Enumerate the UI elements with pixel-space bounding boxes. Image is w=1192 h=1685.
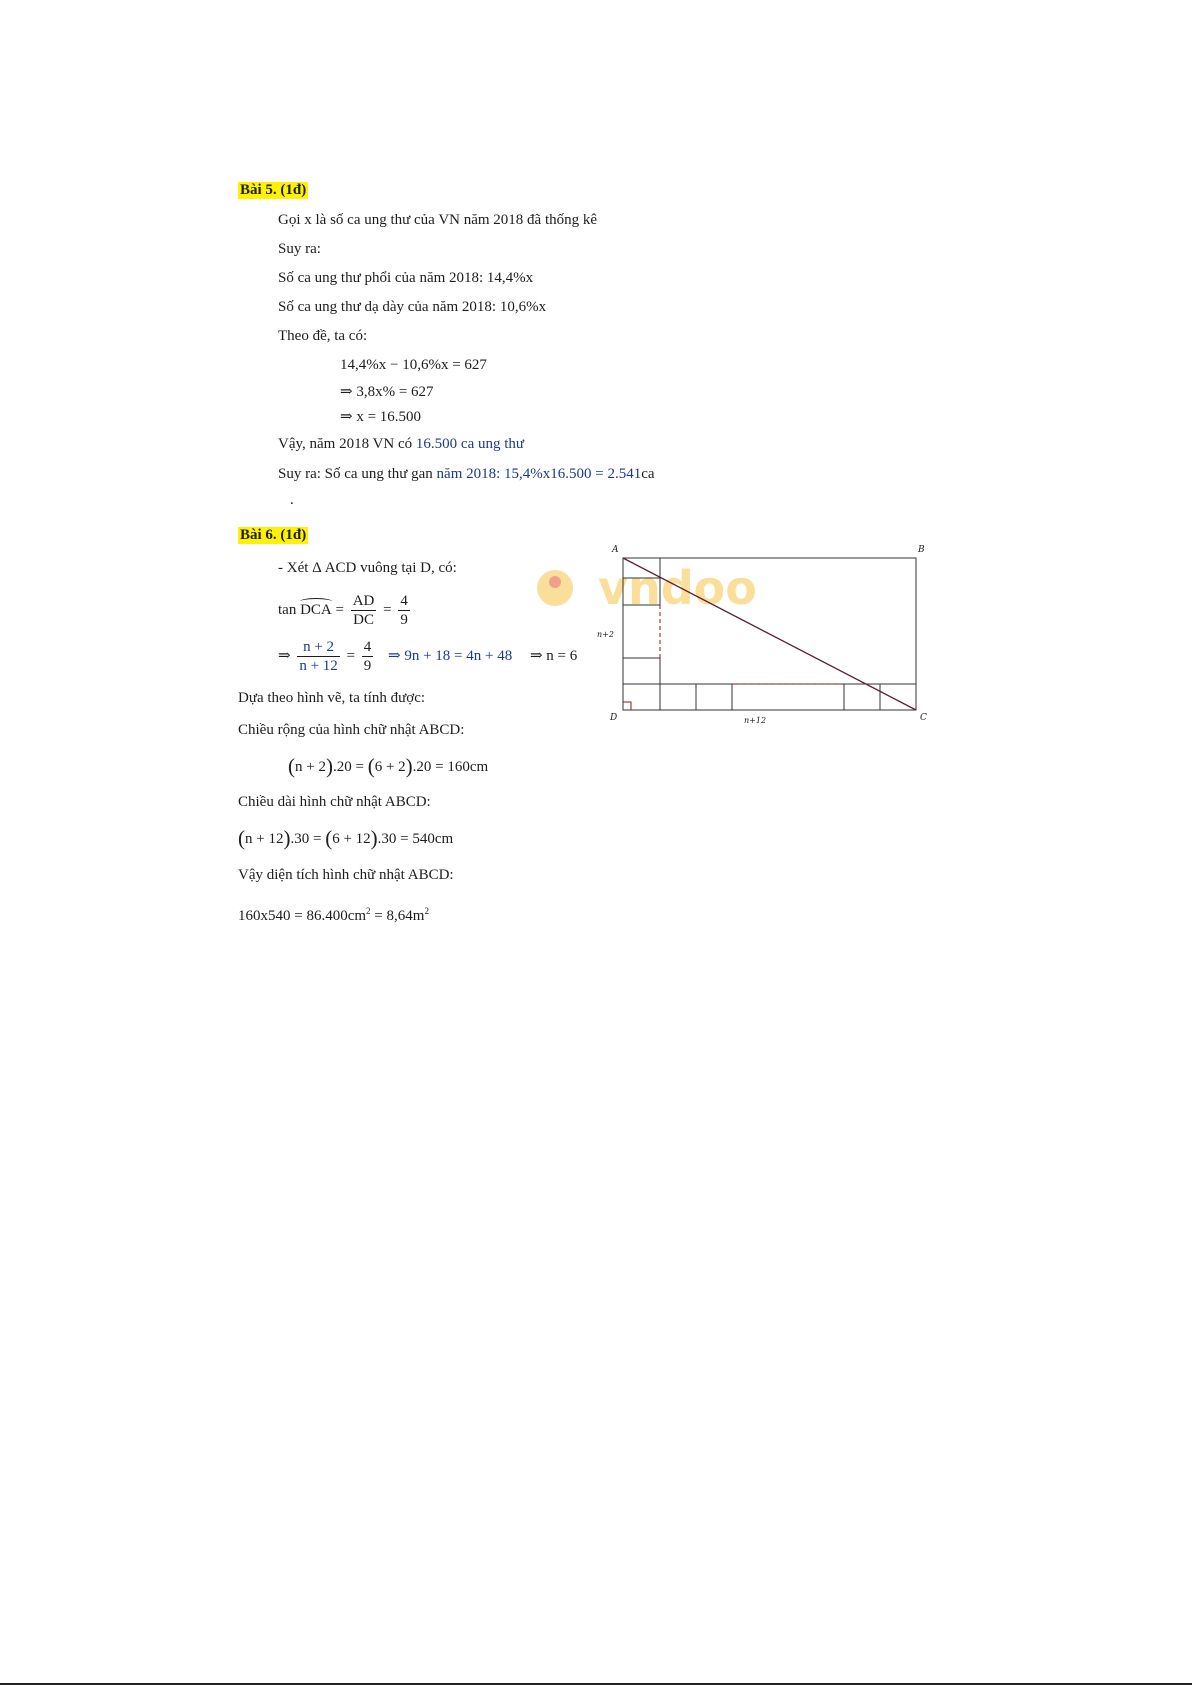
label-length: n+12 bbox=[744, 716, 767, 725]
rectangle-figure bbox=[597, 540, 930, 730]
bai6-eq-dai: (n + 12).30 = (6 + 12).30 = 540cm bbox=[238, 826, 454, 850]
bai5-title: Bài 5. (1đ) bbox=[240, 182, 307, 198]
bai5-line7-unit: ca bbox=[641, 466, 655, 482]
bai5-line6-pre: Vậy, năm 2018 VN có bbox=[278, 436, 413, 452]
bai6-frac4-num: 4 bbox=[363, 639, 372, 655]
bai6-eq-c: = bbox=[346, 647, 356, 664]
bai6-frac3 bbox=[297, 638, 339, 675]
bai6-eq-rong-c: 6 + 2 bbox=[374, 759, 406, 775]
bai6-xet: - Xét Δ ACD vuông tại D, có: bbox=[278, 560, 457, 576]
bai6-step3: ⇒ n = 6 bbox=[529, 647, 578, 664]
bai6-eq-dai-d: .30 = 540cm bbox=[377, 831, 454, 847]
bai6-eq-dt-sup1: 2 bbox=[366, 906, 371, 916]
bai5-line4: Số ca ung thư dạ dày của năm 2018: 10,6%x bbox=[278, 299, 547, 315]
bai6-step2: ⇒ 9n + 18 = 4n + 48 bbox=[388, 647, 513, 664]
bai5-line1: Gọi x là số ca ung thư của VN năm 2018 đã thống kê bbox=[278, 212, 598, 228]
bai6-tan-angle: DCA bbox=[300, 601, 332, 618]
bai5-line6 bbox=[278, 436, 524, 453]
bai6-eq-dai-b: .30 = bbox=[290, 831, 322, 847]
bai6-frac4 bbox=[362, 638, 374, 675]
bai5-line7-mid: năm 2018: bbox=[436, 466, 501, 482]
watermark-text: vndoo bbox=[598, 561, 757, 615]
bai6-eq-rong-b: .20 = bbox=[332, 759, 364, 775]
bai5-line7-pre: Suy ra: Số ca ung thư gan bbox=[278, 466, 433, 482]
bai6-tan-pre: tan bbox=[278, 601, 297, 618]
bai6-line-rong: Chiều rộng của hình chữ nhật ABCD: bbox=[238, 722, 465, 738]
bai6-eq-dt-a: 160x540 = 86.400cm bbox=[238, 908, 367, 924]
bai6-line-dai: Chiều dài hình chữ nhật ABCD: bbox=[238, 794, 431, 810]
bai6-imp: ⇒ bbox=[278, 647, 291, 664]
bai5-line6-val: 16.500 ca ung thư bbox=[415, 436, 525, 452]
bai6-frac1 bbox=[351, 592, 377, 629]
bai6-eq-rong-a: n + 2 bbox=[295, 759, 326, 775]
bai6-frac3-den: n + 12 bbox=[299, 658, 338, 674]
right-angle-mark bbox=[623, 702, 631, 710]
bai6-eq-dt-sup2: 2 bbox=[424, 906, 429, 916]
bai6-frac4-den: 9 bbox=[363, 658, 372, 674]
bai5-eq3: ⇒ x = 16.500 bbox=[340, 409, 422, 425]
bai6-eq-a: = bbox=[335, 601, 344, 618]
bai6-eq-rong-d: .20 = 160cm bbox=[412, 759, 489, 775]
bai6-frac3-num: n + 2 bbox=[297, 638, 339, 657]
label-d: D bbox=[610, 713, 618, 723]
label-width: n+2 bbox=[597, 630, 614, 639]
label-a: A bbox=[612, 545, 619, 555]
label-b: B bbox=[918, 545, 925, 555]
bai6-tan-line bbox=[278, 592, 413, 629]
bai6-line-dt: Vậy diện tích hình chữ nhật ABCD: bbox=[238, 867, 454, 883]
bai6-eq-rong: (n + 2).20 = (6 + 2).20 = 160cm bbox=[288, 754, 489, 778]
bai6-eq-dt bbox=[238, 906, 429, 925]
label-c: C bbox=[920, 713, 927, 723]
bai6-title: Bài 6. (1đ) bbox=[240, 527, 307, 543]
bai6-step-line bbox=[278, 638, 577, 675]
bai5-eq2: ⇒ 3,8x% = 627 bbox=[340, 384, 434, 400]
diagonal-ac bbox=[623, 558, 916, 710]
bai6-frac1-den: DC bbox=[353, 612, 374, 628]
watermark-logo bbox=[537, 561, 757, 615]
bai6-frac1-num: AD bbox=[352, 593, 375, 609]
bai6-eq-dai-a: n + 12 bbox=[245, 831, 284, 847]
bai5-eq1: 14,4%x − 10,6%x = 627 bbox=[340, 357, 487, 373]
bai6-eq-dt-b: = 8,64m bbox=[370, 908, 425, 924]
bai6-line-dua: Dựa theo hình vẽ, ta tính được: bbox=[238, 690, 426, 706]
bai5-line7 bbox=[278, 466, 655, 483]
bai5-line3: Số ca ung thư phổi của năm 2018: 14,4%x bbox=[278, 270, 534, 286]
bai6-frac2-num: 4 bbox=[400, 593, 408, 609]
bai6-eq-b: = bbox=[383, 601, 392, 618]
bai6-frac2-den: 9 bbox=[400, 612, 408, 628]
bai5-line7-calc: 15,4%x16.500 = 2.541 bbox=[504, 466, 642, 482]
bai6-eq-dai-c: 6 + 12 bbox=[332, 831, 371, 847]
bai5-line5: Theo đề, ta có: bbox=[278, 328, 368, 344]
bai5-dot: . bbox=[290, 492, 294, 508]
bai6-frac2 bbox=[398, 592, 410, 629]
bai5-line2: Suy ra: bbox=[278, 241, 321, 257]
